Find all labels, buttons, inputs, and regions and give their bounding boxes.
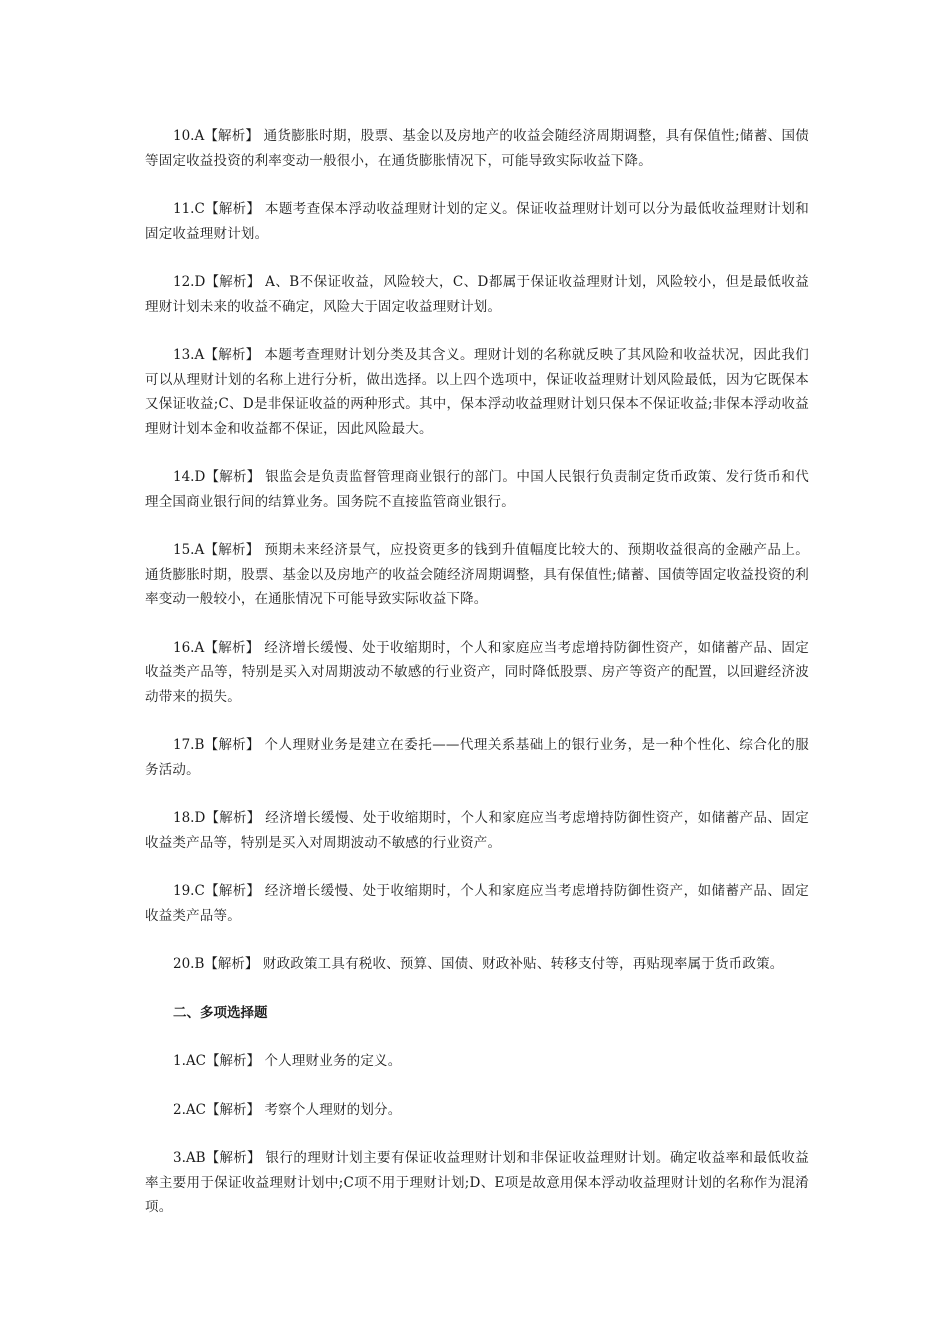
- answer-number: 20.B: [173, 956, 205, 972]
- answer-explanation-13: [145, 343, 809, 441]
- answer-explanation-15: [145, 538, 809, 612]
- analysis-tag: 【解析】: [205, 1101, 260, 1118]
- analysis-tag: 【解析】: [204, 956, 259, 972]
- analysis-tag: 【解析】: [205, 1053, 260, 1069]
- analysis-tag: 【解析】: [204, 542, 260, 558]
- analysis-tag: 【解析】: [204, 737, 260, 753]
- answer-number: 19.C: [173, 883, 205, 899]
- answer-number: 11.C: [173, 201, 205, 217]
- explanation-text: 本题考查保本浮动收益理财计划的定义。保证收益理财计划可以分为最低收益理财计划和固定收益理财计划。: [145, 201, 809, 242]
- answer-number: 10.A: [173, 128, 205, 144]
- explanation-text: 经济增长缓慢、处于收缩期时，个人和家庭应当考虑增持防御性资产，如储蓄产品、固定收益类产品等，特别是买入对周期波动不敏感的行业资产，同时降低股票、房产等资产的配置，以回避经济波动带来的损失。: [145, 639, 810, 705]
- explanation-text: 经济增长缓慢、处于收缩期时，个人和家庭应当考虑增持防御性资产，如储蓄产品、固定收益类产品等。: [145, 883, 809, 924]
- explanation-text: 银行的理财计划主要有保证收益理财计划和非保证收益理财计划。确定收益率和最低收益率主要用于保证收益理财计划中;C项不用于理财计划;D、E项是故意用保本浮动收益理财计划的名称作为混淆项。: [145, 1150, 810, 1215]
- answer-number: 2.AC: [173, 1101, 206, 1118]
- explanation-text: 预期未来经济景气，应投资更多的钱到升值幅度比较大的、预期收益很高的金融产品上。通货膨胀时期，股票、基金以及房地产的收益会随经济周期调整，具有保值性;储蓄、国债等固定收益投资的利率变动一般较小，在通胀情况下可能导致实际收益下降。: [145, 542, 810, 607]
- explanation-text: 本题考查理财计划分类及其含义。理财计划的名称就反映了其风险和收益状况，因此我们可以从理财计划的名称上进行分析，做出选择。以上四个选项中，保证收益理财计划风险最低，因为它既保本又保证收益;C、D是非保证收益的两种形式。其中，保本浮动收益理财计划只保本不保证收益;非保本浮动收益理财计划本金和收益都不保证，因此风险最大。: [145, 347, 810, 437]
- document-page: [145, 124, 809, 1244]
- answer-explanation-20: [145, 952, 809, 977]
- answer-explanation-12: [145, 270, 809, 319]
- answer-explanation-16: [145, 636, 809, 710]
- answer-number: 12.D: [173, 274, 206, 290]
- analysis-tag: 【解析】: [204, 201, 261, 217]
- explanation-text: 考察个人理财的划分。: [259, 1101, 402, 1118]
- explanation-text: 通货膨胀时期，股票、基金以及房地产的收益会随经济周期调整，具有保值性;储蓄、国债等固定收益投资的利率变动一般很小，在通货膨胀情况下，可能导致实际收益下降。: [145, 128, 810, 169]
- answer-explanation-18: [145, 806, 809, 855]
- explanation-text: 银监会是负责监督管理商业银行的部门。中国人民银行负责制定货币政策、发行货币和代理全国商业银行间的结算业务。国务院不直接监管商业银行。: [145, 469, 810, 510]
- analysis-tag: 【解析】: [204, 639, 260, 656]
- analysis-tag: 【解析】: [204, 347, 260, 363]
- analysis-tag: 【解析】: [205, 1150, 261, 1166]
- explanation-text: 财政政策工具有税收、预算、国债、财政补贴、转移支付等，再贴现率属于货币政策。: [258, 956, 784, 972]
- answer-explanation-11: [145, 197, 809, 246]
- analysis-tag: 【解析】: [204, 128, 260, 144]
- answer-explanation-17: [145, 733, 809, 782]
- answer-number: 18.D: [173, 810, 206, 826]
- answer-number: 15.A: [173, 542, 205, 558]
- answer-explanation-10: [145, 124, 809, 173]
- multi-answer-explanation-1: [145, 1049, 809, 1074]
- explanation-text: 经济增长缓慢、处于收缩期时，个人和家庭应当考虑增持防御性资产，如储蓄产品、固定收益类产品等，特别是买入对周期波动不敏感的行业资产。: [145, 810, 810, 851]
- answer-number: 16.A: [173, 639, 205, 656]
- analysis-tag: 【解析】: [205, 274, 261, 290]
- multi-answer-explanation-2: [145, 1098, 809, 1123]
- section-heading: 二、多项选择题: [173, 1004, 268, 1021]
- analysis-tag: 【解析】: [205, 810, 261, 826]
- answer-number: 14.D: [173, 469, 206, 485]
- explanation-text: 个人理财业务是建立在委托——代理关系基础上的银行业务，是一种个性化、综合化的服务活动。: [145, 737, 809, 778]
- answer-number: 17.B: [173, 737, 205, 753]
- answer-explanation-14: [145, 465, 809, 514]
- explanation-text: A、B不保证收益，风险较大，C、D都属于保证收益理财计划，风险较小，但是最低收益理财计划未来的收益不确定，风险大于固定收益理财计划。: [145, 274, 809, 315]
- answer-number: 13.A: [173, 347, 205, 363]
- answer-number: 1.AC: [173, 1053, 206, 1069]
- answer-explanation-19: [145, 879, 809, 928]
- multi-answer-explanation-3: [145, 1146, 809, 1220]
- explanation-text: 个人理财业务的定义。: [259, 1053, 402, 1069]
- analysis-tag: 【解析】: [204, 883, 261, 899]
- answer-number: 3.AB: [173, 1150, 206, 1166]
- analysis-tag: 【解析】: [205, 469, 261, 485]
